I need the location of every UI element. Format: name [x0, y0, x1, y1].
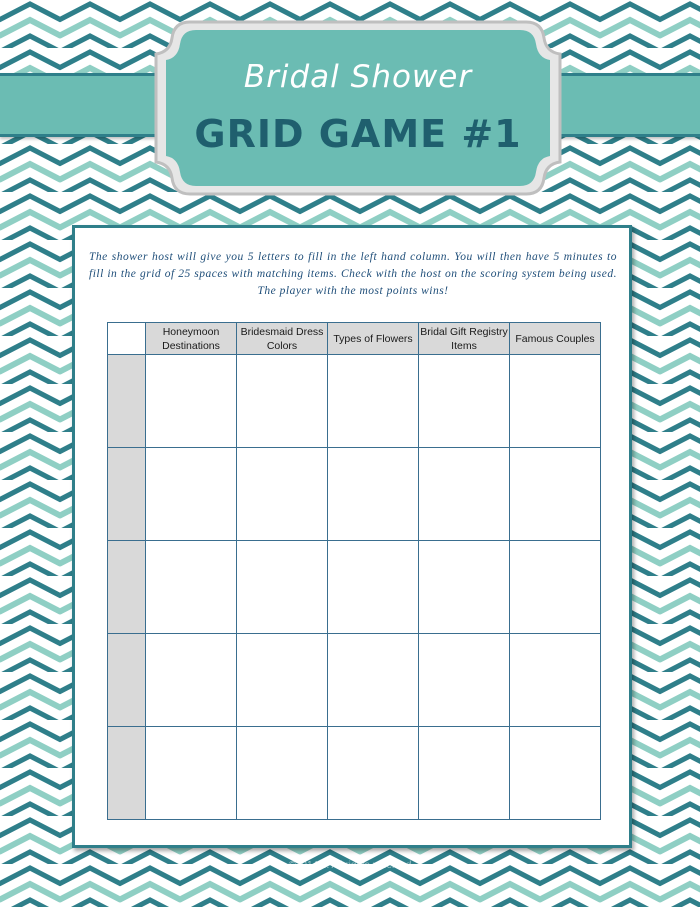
letter-cell[interactable] [108, 634, 146, 727]
answer-cell[interactable] [328, 727, 419, 820]
answer-cell[interactable] [237, 355, 328, 448]
column-header-famous-couples: Famous Couples [510, 323, 601, 355]
answer-cell[interactable] [419, 355, 510, 448]
column-header-honeymoon-destinations: Honeymoon Destinations [146, 323, 237, 355]
answer-cell[interactable] [510, 541, 601, 634]
answer-cell[interactable] [237, 634, 328, 727]
answer-cell[interactable] [237, 727, 328, 820]
grid-row [108, 355, 601, 448]
answer-cell[interactable] [510, 448, 601, 541]
answer-cell[interactable] [146, 448, 237, 541]
grid-header-row [108, 323, 601, 355]
letter-cell[interactable] [108, 355, 146, 448]
game-grid [107, 322, 601, 820]
answer-cell[interactable] [510, 727, 601, 820]
answer-cell[interactable] [419, 541, 510, 634]
grid-row [108, 634, 601, 727]
column-header-types-of-flowers: Types of Flowers [328, 323, 419, 355]
answer-cell[interactable] [419, 634, 510, 727]
grid-row [108, 448, 601, 541]
instructions-text: The shower host will give you 5 letters to fill in the left hand column. You will then have 5 minutes to fill in the grid of 25 spaces with matching items. Check with the host on the scoring system being used. The player with the most points wins! [89, 251, 617, 297]
plaque-shape [150, 16, 566, 200]
answer-cell[interactable] [146, 727, 237, 820]
answer-cell[interactable] [510, 634, 601, 727]
answer-cell[interactable] [328, 541, 419, 634]
column-header-bridesmaid-dress-colors: Bridesmaid Dress Colors [237, 323, 328, 355]
page-heading: GRID GAME #1 [194, 112, 522, 156]
title-plaque [150, 16, 566, 200]
game-card [72, 225, 632, 848]
grid-row [108, 541, 601, 634]
answer-cell[interactable] [510, 355, 601, 448]
answer-cell[interactable] [146, 355, 237, 448]
answer-cell[interactable] [328, 448, 419, 541]
answer-cell[interactable] [146, 634, 237, 727]
answer-cell[interactable] [328, 355, 419, 448]
copyright-footer: ©2014 ... All rights reserved [288, 860, 412, 871]
answer-cell[interactable] [328, 634, 419, 727]
letter-cell[interactable] [108, 541, 146, 634]
answer-cell[interactable] [237, 448, 328, 541]
answer-cell[interactable] [419, 448, 510, 541]
answer-cell[interactable] [419, 727, 510, 820]
letter-cell[interactable] [108, 448, 146, 541]
letter-cell[interactable] [108, 727, 146, 820]
answer-cell[interactable] [237, 541, 328, 634]
grid-row [108, 727, 601, 820]
answer-cell[interactable] [146, 541, 237, 634]
grid-corner-cell [108, 323, 146, 355]
column-header-bridal-gift-registry-items: Bridal Gift Registry Items [419, 323, 510, 355]
page-title: Bridal Shower [243, 59, 473, 95]
